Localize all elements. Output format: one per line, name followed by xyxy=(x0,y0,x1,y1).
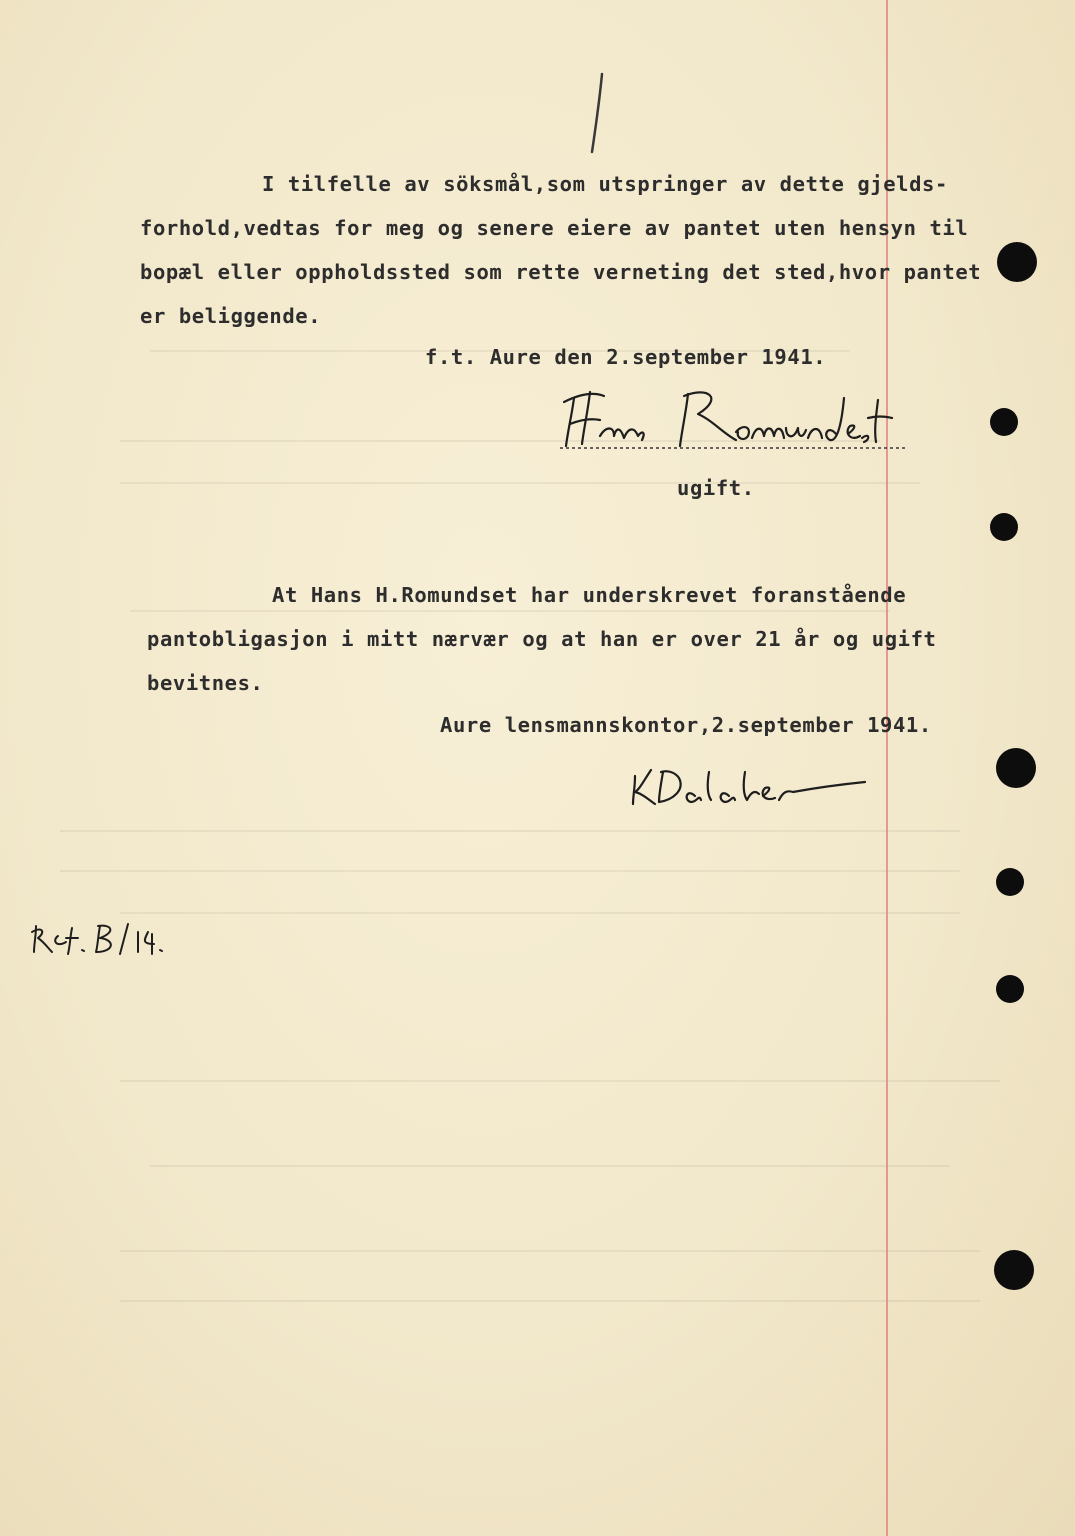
punch-hole xyxy=(990,513,1018,541)
punch-hole xyxy=(996,975,1024,1003)
show-through-line xyxy=(150,1165,950,1167)
paragraph1-line: bopæl eller oppholdssted som rette verneting det sted,hvor pantet xyxy=(140,260,982,284)
folio-mark-handwritten xyxy=(580,70,620,160)
place-date-1: f.t. Aure den 2.september 1941. xyxy=(425,345,827,369)
show-through-line xyxy=(130,610,890,612)
show-through-line xyxy=(120,1080,1000,1082)
signature-k-dalaker xyxy=(625,760,875,820)
paragraph2-line: pantobligasjon i mitt nærvær og at han er over 21 år og ugift xyxy=(147,627,937,651)
paragraph1-line: I tilfelle av söksmål,som utspringer av dette gjelds- xyxy=(262,172,948,196)
paragraph2-line: At Hans H.Romundset har underskrevet foranstående xyxy=(272,583,907,607)
show-through-line xyxy=(120,1250,980,1252)
marital-status: ugift. xyxy=(677,476,755,500)
place-date-2: Aure lensmannskontor,2.september 1941. xyxy=(440,713,932,737)
punch-hole xyxy=(996,868,1024,896)
show-through-line xyxy=(120,1300,980,1302)
paragraph2-line: bevitnes. xyxy=(147,671,264,695)
show-through-line xyxy=(120,482,920,484)
paragraph1-line: forhold,vedtas for meg og senere eiere av pantet uten hensyn til xyxy=(140,216,969,240)
show-through-line xyxy=(120,912,960,914)
punch-hole xyxy=(990,408,1018,436)
punch-hole xyxy=(994,1250,1034,1290)
punch-hole xyxy=(997,242,1037,282)
paragraph1-line: er beliggende. xyxy=(140,304,322,328)
signature-hans-romundset xyxy=(560,380,910,460)
margin-note-handwritten xyxy=(28,918,168,958)
show-through-line xyxy=(60,830,960,832)
punch-hole xyxy=(996,748,1036,788)
show-through-line xyxy=(60,870,960,872)
